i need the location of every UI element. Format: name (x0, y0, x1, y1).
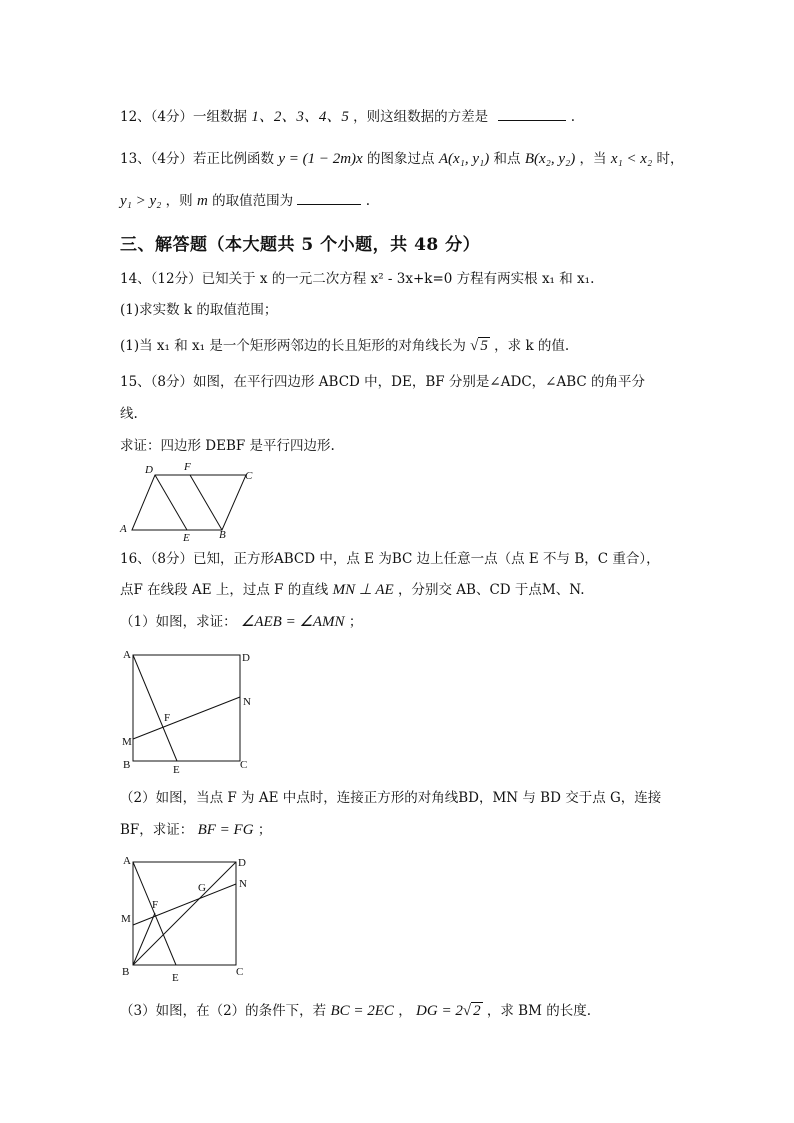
q13-ineq1: x₁ < x₂ (610, 151, 653, 167)
q16-part2-prefix: BF，求证： (120, 822, 194, 838)
question-15-line1: 15、（8分）如图，在平行四边形 ABCD 中，DE，BF 分别是∠ADC，∠ABC 的角平分 (120, 374, 645, 390)
q13-and: 和点 (493, 151, 521, 167)
fig1-label-d: D (242, 652, 250, 664)
q12-data: 1、2、3、4、5 (251, 109, 349, 125)
q16-part3-end: ，求 BM 的长度. (486, 1003, 591, 1019)
q13-line1-end: 时， (656, 151, 684, 167)
q16-part1-math: ∠AEB = ∠AMN (240, 614, 345, 630)
fig1-label-f: F (164, 712, 171, 724)
question-15-line3: 求证：四边形 DEBF 是平行四边形. (120, 438, 335, 454)
q12-mid: ，则这组数据的方差是 (353, 109, 489, 125)
q16-part3-prefix: （3）如图，在（2）的条件下，若 (120, 1003, 327, 1019)
q16-part2-end: ； (257, 822, 272, 838)
fig2-label-g: G (198, 882, 206, 894)
q16-line2-math: MN ⊥ AE (332, 582, 394, 598)
pgram-label-d: D (145, 464, 153, 476)
q14-part2-prefix: (1)当 x₁ 和 x₁ 是一个矩形两邻边的长且矩形的对角线长为 (120, 338, 466, 354)
q16-part2-math: BF = FG (197, 822, 254, 838)
pgram-label-c: C (245, 470, 253, 482)
fig2-label-n: N (239, 878, 247, 890)
q16-part3-sqrt-radicand: 2 (473, 1003, 481, 1019)
fig2-label-f: F (152, 899, 159, 911)
q16-part3-sep: ， (398, 1003, 412, 1019)
question-14-stem: 14、（12分）已知关于 x 的一元二次方程 x² - 3x+k=0 方程有两实根 x₁ 和 x₁. (120, 271, 595, 287)
q12-end: . (570, 109, 576, 125)
fig1-label-a: A (123, 649, 131, 661)
question-16-part3 (120, 1002, 591, 1020)
pgram-label-b: B (219, 529, 226, 541)
q13-ineq2: y₁ > y₂ (120, 193, 162, 209)
question-16-part2-line1: （2）如图，当点 F 为 AE 中点时，连接正方形的对角线BD，MN 与 BD 交于点 G，连接 (120, 790, 662, 806)
q14-sqrt-radicand: 5 (480, 338, 488, 354)
question-16-line1: 16、（8分）已知，正方形ABCD 中，点 E 为BC 边上任意一点（点 E 不与 B，C 重合）， (120, 551, 660, 567)
fig2-label-m: M (121, 913, 131, 925)
section-title: 三、解答题（本大题共 5 个小题，共 48 分） (120, 235, 481, 255)
fig1-label-e: E (173, 764, 180, 776)
q16-part1-end: ； (348, 614, 363, 630)
q16-part1-prefix: （1）如图，求证： (120, 614, 237, 630)
q14-sqrt: √ 5 (470, 338, 488, 354)
q13-period: . (365, 193, 370, 209)
q13-point-b: B(x₂, y₂) (524, 151, 576, 167)
pgram-label-a: A (120, 523, 127, 535)
q16-part3-math1: BC = 2EC (330, 1003, 394, 1019)
pgram-label-e: E (183, 532, 190, 544)
question-15-line2: 线. (120, 406, 138, 422)
fig2-label-b: B (122, 966, 130, 978)
q13-prefix: 13、（4分）若正比例函数 (120, 151, 275, 167)
fig2-label-c: C (236, 966, 244, 978)
q13-point-a: A(x₁, y₁) (438, 151, 490, 167)
fig1-label-n: N (243, 696, 251, 708)
q13-function: y = (1 − 2m)x (278, 151, 363, 167)
fig1-label-b: B (123, 759, 131, 771)
fig1-label-c: C (240, 759, 248, 771)
fig2-label-a: A (123, 855, 131, 867)
q13-line2-mid: ，则 (165, 193, 193, 209)
q13-mid: 的图象过点 (367, 151, 435, 167)
q12-prefix: 12、（4分）一组数据 (120, 109, 248, 125)
q16-part3-math2: DG = 2 (416, 1003, 463, 1019)
fig1-label-m: M (122, 736, 132, 748)
fig2-label-d: D (238, 857, 246, 869)
q13-line2-end: 的取值范围为 (212, 193, 294, 209)
q13-var-m: m (196, 193, 208, 209)
q16-line2-end: ，分别交 AB、CD 于点M、N. (398, 582, 585, 598)
q16-line2-prefix: 点F 在线段 AE 上，过点 F 的直线 (120, 582, 329, 598)
q13-cond: ，当 (579, 151, 607, 167)
pgram-label-f: F (184, 461, 191, 473)
fig2-label-e: E (172, 972, 179, 984)
q16-part3-sqrt: √ 2 (462, 1003, 481, 1019)
q14-part2-end: ，求 k 的值. (494, 338, 570, 354)
question-14-part1: (1)求实数 k 的取值范围； (120, 302, 278, 318)
